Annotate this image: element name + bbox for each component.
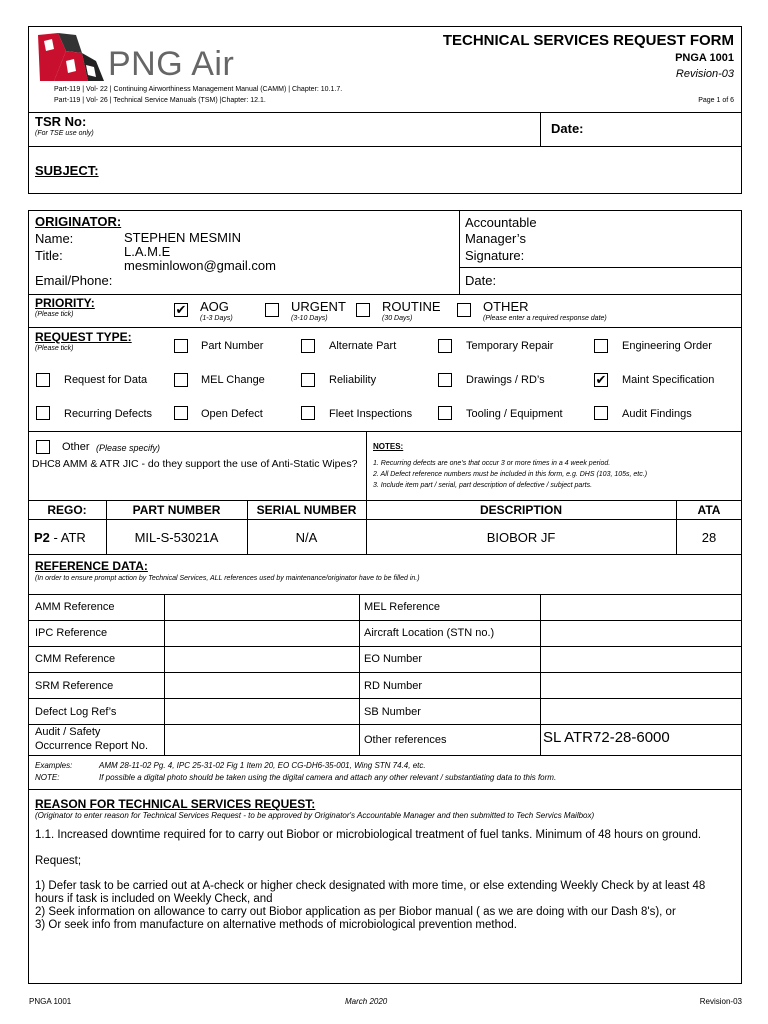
request-checkbox-mel-change[interactable] bbox=[174, 373, 188, 387]
examples-text: AMM 28-11-02 Pg. 4, IPC 25-31-02 Fig 1 Item 20, EO CG-DH6-35-001, Wing STN 74.4, etc. bbox=[99, 761, 426, 770]
request-label-engineering-order: Engineering Order bbox=[622, 340, 712, 352]
request-label-fleet-inspections: Fleet Inspections bbox=[329, 408, 413, 420]
ref-mel-label: MEL Reference bbox=[364, 601, 441, 613]
request-checkbox-drawings[interactable] bbox=[438, 373, 452, 387]
request-label-request-for-data: Request for Data bbox=[64, 374, 148, 386]
request-checkbox-maint-specification[interactable]: ✔ bbox=[595, 372, 607, 387]
request-checkbox-tooling-equipment[interactable] bbox=[438, 406, 452, 420]
note-line-1: 1. Recurring defects are one’s that occur 3 or more times in a 4 week period. bbox=[373, 460, 611, 467]
request-checkbox-reliability[interactable] bbox=[301, 373, 315, 387]
reference-line-1: Part-119 | Vol- 22 | Continuing Airworthiness Management Manual (CAMM) | Chapter: 10.1.7. bbox=[54, 86, 343, 93]
request-label-drawings: Drawings / RD’s bbox=[466, 374, 545, 386]
request-checkbox-fleet-inspections[interactable] bbox=[301, 406, 315, 420]
request-label-audit-findings: Audit Findings bbox=[622, 408, 692, 420]
reason-heading: REASON FOR TECHNICAL SERVICES REQUEST: bbox=[35, 797, 316, 811]
reference-line-2: Part-119 | Vol- 26 | Technical Service Manuals (TSM) |Chapter: 12.1. bbox=[54, 97, 266, 104]
cell-ata: 28 bbox=[701, 530, 717, 545]
examples-label: Examples: bbox=[35, 761, 73, 770]
ref-srm-label: SRM Reference bbox=[35, 680, 114, 692]
cell-serial-number: N/A bbox=[295, 530, 318, 545]
cell-rego-bold: P2 bbox=[34, 530, 50, 545]
note-line-2: 2. All Defect reference numbers must be included in this form, e.g. DHS (103, 105s, etc.) bbox=[373, 471, 648, 478]
request-label-other: Other bbox=[62, 441, 90, 453]
request-checkbox-audit-findings[interactable] bbox=[594, 406, 608, 420]
ref-location-label: Aircraft Location (STN no.) bbox=[364, 627, 495, 639]
ref-sb-label: SB Number bbox=[364, 706, 421, 718]
request-other-value: DHC8 AMM & ATR JIC - do they support the use of Anti-Static Wipes? bbox=[32, 458, 358, 470]
cell-rego-rest: - ATR bbox=[49, 530, 86, 545]
request-checkbox-request-for-data[interactable] bbox=[36, 373, 50, 387]
priority-heading: PRIORITY: bbox=[35, 296, 95, 310]
reason-item-3: 3) Or seek info from manufacture on alternative methods of microbiological prevention method. bbox=[35, 919, 517, 931]
priority-label-routine: ROUTINE bbox=[382, 299, 441, 314]
request-label-recurring-defects: Recurring Defects bbox=[64, 408, 153, 420]
request-label-reliability: Reliability bbox=[329, 374, 377, 386]
header-ata: ATA bbox=[697, 503, 721, 517]
form-revision: Revision-03 bbox=[675, 68, 734, 80]
request-label-maint-specification: Maint Specification bbox=[622, 374, 715, 386]
priority-note: (Please tick) bbox=[35, 311, 74, 318]
subject-label: SUBJECT: bbox=[35, 163, 99, 178]
reason-item-2: 2) Seek information on allowance to carry out Biobor application as per Biobor manual ( as we are doing with our Dash 8's), or bbox=[35, 906, 676, 918]
request-label-open-defect: Open Defect bbox=[201, 408, 263, 420]
header-serial-number: SERIAL NUMBER bbox=[256, 503, 357, 517]
reason-item-1b: hours if task is included on Weekly Check, and bbox=[35, 893, 273, 905]
tsr-date-label: Date: bbox=[551, 121, 584, 136]
email-value: mesminlowon@gmail.com bbox=[124, 258, 276, 273]
priority-sub-routine: (30 Days) bbox=[382, 315, 413, 322]
reason-paragraph-2: Request; bbox=[35, 855, 82, 867]
request-checkbox-open-defect[interactable] bbox=[174, 406, 188, 420]
ref-eo-label: EO Number bbox=[364, 653, 423, 665]
tsr-note: (For TSE use only) bbox=[35, 130, 94, 137]
footer-date: March 2020 bbox=[345, 997, 388, 1006]
name-value: STEPHEN MESMIN bbox=[124, 230, 242, 245]
ref-ipc-label: IPC Reference bbox=[35, 627, 108, 639]
ref-note-label: NOTE: bbox=[35, 773, 60, 782]
reference-note: (In order to ensure prompt action by Technical Services, ALL references used by maintenance/originator have to be filled in.) bbox=[35, 575, 420, 582]
name-label: Name: bbox=[35, 231, 74, 246]
cell-rego bbox=[34, 530, 86, 545]
manager-line-1: Accountable bbox=[465, 215, 537, 230]
ref-defect-log-label: Defect Log Ref’s bbox=[35, 706, 117, 718]
title-value: L.A.M.E bbox=[124, 244, 171, 259]
request-label-mel-change: MEL Change bbox=[201, 374, 265, 386]
priority-checkbox-routine[interactable] bbox=[356, 303, 370, 317]
logo bbox=[36, 31, 262, 83]
priority-sub-other: (Please enter a required response date) bbox=[483, 315, 607, 322]
ref-amm-label: AMM Reference bbox=[35, 601, 115, 613]
notes-heading: NOTES: bbox=[373, 442, 404, 451]
header-part-number: PART NUMBER bbox=[132, 503, 221, 517]
reason-note: (Originator to enter reason for Technical Services Request - to be approved by Originator's Accountable Manager and then submitted to Tech Servics Mailbox) bbox=[35, 811, 595, 820]
page-indicator: Page 1 of 6 bbox=[698, 97, 734, 104]
request-other-note: (Please specify) bbox=[96, 443, 161, 453]
request-label-alternate-part: Alternate Part bbox=[329, 340, 397, 352]
priority-label-other: OTHER bbox=[483, 299, 529, 314]
priority-checkbox-urgent[interactable] bbox=[265, 303, 279, 317]
ref-other-value: SL ATR72-28-6000 bbox=[543, 729, 670, 746]
tsr-box bbox=[28, 112, 742, 194]
ref-audit-label-1: Audit / Safety bbox=[35, 726, 101, 738]
priority-label-aog: AOG bbox=[200, 299, 229, 314]
priority-sub-urgent: (3-10 Days) bbox=[291, 315, 328, 322]
logo-text: PNG Air bbox=[108, 45, 235, 83]
originator-date-label: Date: bbox=[465, 273, 497, 288]
tsr-label: TSR No: bbox=[35, 114, 87, 129]
cell-part-number: MIL-S-53021A bbox=[134, 530, 219, 545]
reason-paragraph-1: 1.1. Increased downtime required for to carry out Biobor or microbiological treatment of fuel tanks. Minimum of 48 hours on ground. bbox=[35, 829, 702, 841]
bird-of-paradise-icon bbox=[36, 31, 108, 83]
form-number: PNGA 1001 bbox=[675, 52, 734, 64]
manager-line-3: Signature: bbox=[465, 248, 525, 263]
ref-audit-label-2: Occurrence Report No. bbox=[35, 740, 149, 752]
reference-heading: REFERENCE DATA: bbox=[35, 559, 148, 573]
request-checkbox-engineering-order[interactable] bbox=[594, 339, 608, 353]
header-description: DESCRIPTION bbox=[479, 503, 562, 517]
request-label-tooling-equipment: Tooling / Equipment bbox=[466, 408, 563, 420]
form-title: TECHNICAL SERVICES REQUEST FORM bbox=[442, 32, 734, 49]
reason-item-1a: 1) Defer task to be carried out at A-check or higher check designated with more time, or else extending Weekly Check by at least 48 bbox=[35, 880, 706, 892]
cell-description: BIOBOR JF bbox=[486, 530, 556, 545]
footer-form-number: PNGA 1001 bbox=[29, 997, 72, 1006]
ref-note-text: If possible a digital photo should be taken using the digital camera and attach any other relevant / substantiating data to this form. bbox=[99, 773, 557, 782]
request-checkbox-recurring-defects[interactable] bbox=[36, 406, 50, 420]
request-checkbox-temporary-repair[interactable] bbox=[438, 339, 452, 353]
request-checkbox-other[interactable] bbox=[36, 440, 50, 454]
note-line-3: 3. Include item part / serial, part description of defective / subject parts. bbox=[373, 482, 593, 489]
priority-checkbox-aog[interactable]: ✔ bbox=[175, 302, 187, 317]
email-label: Email/Phone: bbox=[35, 273, 113, 288]
ref-other-label: Other references bbox=[364, 734, 447, 746]
originator-heading: ORIGINATOR: bbox=[35, 214, 122, 229]
ref-rd-label: RD Number bbox=[364, 680, 423, 692]
priority-sub-aog: (1-3 Days) bbox=[200, 315, 233, 322]
request-checkbox-alternate-part[interactable] bbox=[301, 339, 315, 353]
footer-revision: Revision-03 bbox=[699, 997, 742, 1006]
header-rego: REGO: bbox=[47, 503, 87, 517]
manager-line-2: Manager’s bbox=[465, 231, 526, 246]
request-type-heading: REQUEST TYPE: bbox=[35, 330, 132, 344]
priority-checkbox-other[interactable] bbox=[457, 303, 471, 317]
request-label-temporary-repair: Temporary Repair bbox=[466, 340, 554, 352]
priority-label-urgent: URGENT bbox=[291, 299, 346, 314]
title-label: Title: bbox=[35, 248, 63, 263]
request-checkbox-part-number[interactable] bbox=[174, 339, 188, 353]
request-label-part-number: Part Number bbox=[201, 340, 264, 352]
ref-cmm-label: CMM Reference bbox=[35, 653, 116, 665]
request-type-note: (Please tick) bbox=[35, 345, 74, 352]
